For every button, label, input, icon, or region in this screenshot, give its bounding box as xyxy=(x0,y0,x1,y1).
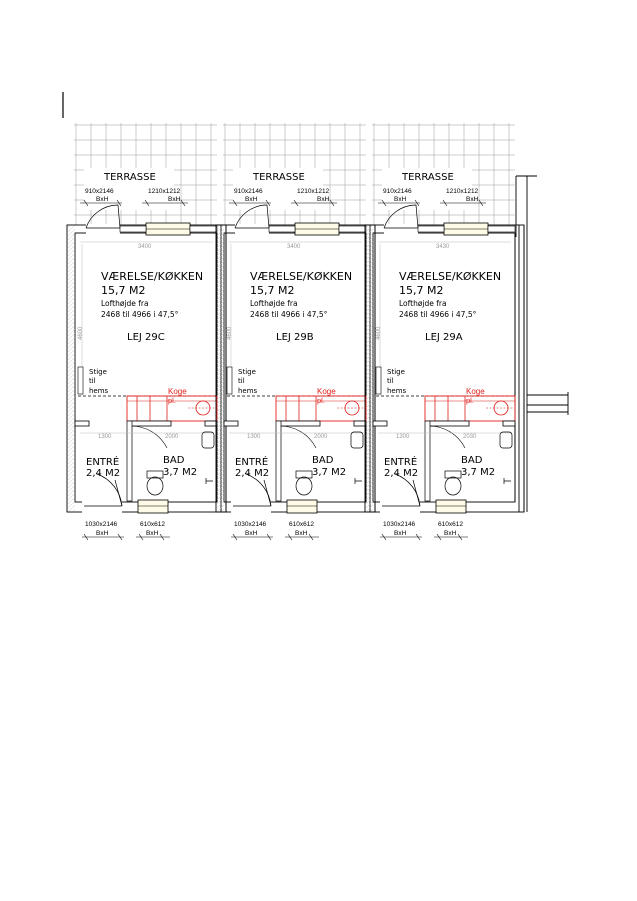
terrace-door-bxh: BxH xyxy=(96,196,109,203)
ladder-label-2: til xyxy=(89,377,96,385)
room-area: 15,7 M2 xyxy=(250,284,295,297)
kitchen-label-2: pl. xyxy=(466,396,474,405)
entry-label: ENTRÉ xyxy=(384,457,418,468)
entry-area: 2,4 M2 xyxy=(384,468,419,479)
entry-dim: 1300 xyxy=(396,434,410,440)
bath-window-size: 610x612 xyxy=(140,521,165,528)
terrace-window-bxh: BxH xyxy=(168,196,181,203)
front-door-size: 1030x2146 xyxy=(383,521,416,528)
unit-id: LEJ 29A xyxy=(425,332,463,343)
entry-dim: 1300 xyxy=(247,434,261,440)
unit-id: LEJ 29C xyxy=(127,332,165,343)
terrace-window-size: 1210x1212 xyxy=(446,188,479,195)
bath-window-bxh: BxH xyxy=(444,530,457,537)
terrace-door-bxh: BxH xyxy=(245,196,258,203)
ladder xyxy=(227,367,232,394)
entry-dim: 1300 xyxy=(98,434,112,440)
kitchen-label-1: Koge xyxy=(466,387,485,396)
bath-window-size: 610x612 xyxy=(289,521,314,528)
height-dim: 4600 xyxy=(78,326,84,340)
bath-dim: 2000 xyxy=(314,434,328,440)
front-door-size: 1030x2146 xyxy=(234,521,267,528)
room-area: 15,7 M2 xyxy=(101,284,146,297)
front-door-bxh: BxH xyxy=(96,530,109,537)
bath-area: 3,7 M2 xyxy=(163,467,198,478)
ladder-label-3: hems xyxy=(89,387,109,395)
terrace-label: TERRASSE xyxy=(402,172,454,183)
ladder-label-3: hems xyxy=(238,387,258,395)
ladder xyxy=(78,367,83,394)
kitchen-label-1: Koge xyxy=(168,387,187,396)
terrace-label: TERRASSE xyxy=(253,172,305,183)
bath-window-bxh: BxH xyxy=(295,530,308,537)
kitchen-label-1: Koge xyxy=(317,387,336,396)
bath-window xyxy=(436,500,466,513)
ladder xyxy=(376,367,381,394)
ladder-label-1: Stige xyxy=(89,368,107,376)
bath-dim: 2030 xyxy=(463,434,477,440)
kitchen-label-2: pl. xyxy=(317,396,325,405)
ladder-label-2: til xyxy=(238,377,245,385)
room-title: VÆRELSE/KØKKEN xyxy=(101,270,204,283)
terrace-label: TERRASSE xyxy=(104,172,156,183)
ceiling-note-2: 2468 til 4966 i 47,5° xyxy=(399,310,477,319)
terrace-window-bxh: BxH xyxy=(466,196,479,203)
ceiling-note-2: 2468 til 4966 i 47,5° xyxy=(250,310,328,319)
width-dim: 3430 xyxy=(436,244,450,250)
terrace-window-size: 1210x1212 xyxy=(148,188,181,195)
ceiling-note-2: 2468 til 4966 i 47,5° xyxy=(101,310,179,319)
bath-window xyxy=(138,500,168,513)
ladder-label-1: Stige xyxy=(387,368,405,376)
entry-area: 2,4 M2 xyxy=(86,468,121,479)
terrace-door-bxh: BxH xyxy=(394,196,407,203)
entry-label: ENTRÉ xyxy=(235,457,269,468)
height-dim: 4600 xyxy=(376,326,382,340)
bath-label: BAD xyxy=(312,455,334,466)
front-door-bxh: BxH xyxy=(245,530,258,537)
ceiling-note-1: Lofthøjde fra xyxy=(250,299,298,308)
bath-area: 3,7 M2 xyxy=(461,467,496,478)
front-door-size: 1030x2146 xyxy=(85,521,118,528)
ladder-label-1: Stige xyxy=(238,368,256,376)
ceiling-note-1: Lofthøjde fra xyxy=(101,299,149,308)
height-dim: 4600 xyxy=(227,326,233,340)
width-dim: 3400 xyxy=(287,244,301,250)
ceiling-note-1: Lofthøjde fra xyxy=(399,299,447,308)
unit-id: LEJ 29B xyxy=(276,332,314,343)
ladder-label-3: hems xyxy=(387,387,407,395)
bath-window-size: 610x612 xyxy=(438,521,463,528)
bath-area: 3,7 M2 xyxy=(312,467,347,478)
room-title: VÆRELSE/KØKKEN xyxy=(250,270,353,283)
width-dim: 3400 xyxy=(138,244,152,250)
room-title: VÆRELSE/KØKKEN xyxy=(399,270,502,283)
terrace-door-size: 910x2146 xyxy=(383,188,412,195)
bath-label: BAD xyxy=(163,455,185,466)
bath-label: BAD xyxy=(461,455,483,466)
front-door-bxh: BxH xyxy=(394,530,407,537)
terrace-window-bxh: BxH xyxy=(317,196,330,203)
entry-label: ENTRÉ xyxy=(86,457,120,468)
bath-dim: 2000 xyxy=(165,434,179,440)
kitchen-label-2: pl. xyxy=(168,396,176,405)
entry-area: 2,4 M2 xyxy=(235,468,270,479)
terrace-door-size: 910x2146 xyxy=(85,188,114,195)
ladder-label-2: til xyxy=(387,377,394,385)
terrace-door-size: 910x2146 xyxy=(234,188,263,195)
bath-window-bxh: BxH xyxy=(146,530,159,537)
bath-window xyxy=(287,500,317,513)
room-area: 15,7 M2 xyxy=(399,284,444,297)
terrace-window-size: 1210x1212 xyxy=(297,188,330,195)
